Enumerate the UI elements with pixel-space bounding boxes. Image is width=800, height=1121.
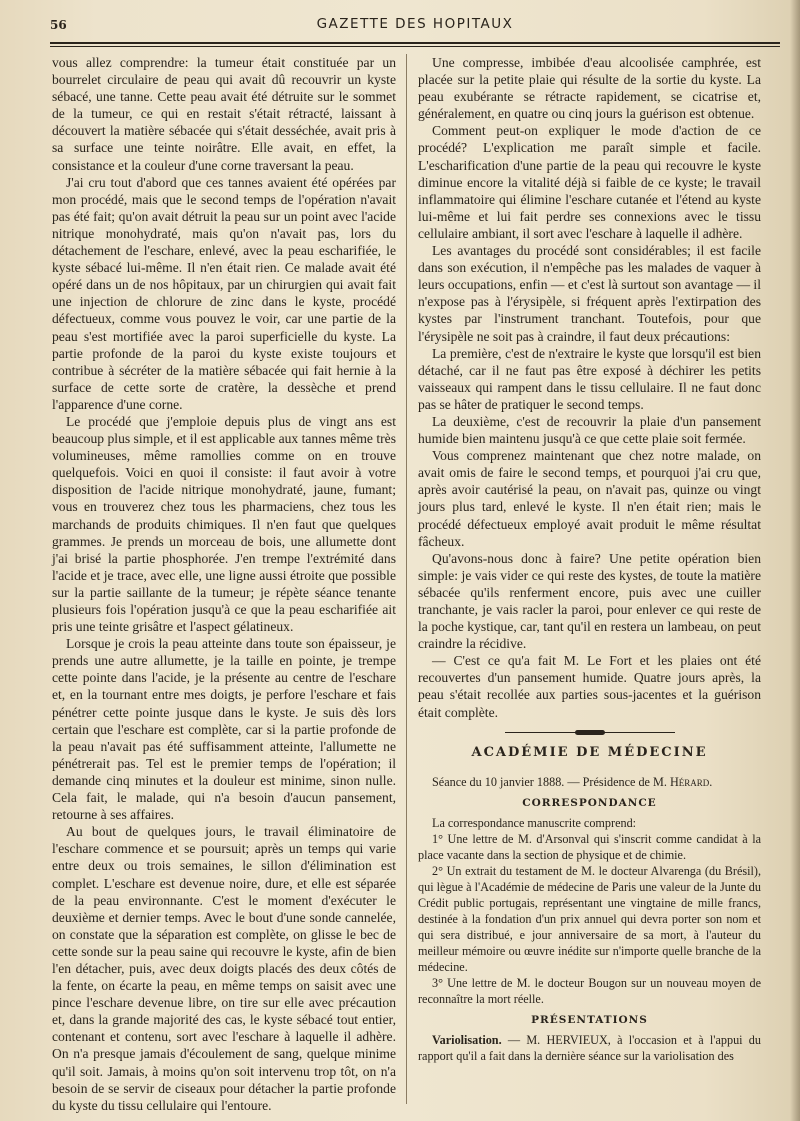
correspondance-item: 2° Un extrait du testament de M. le docteur Alvarenga (du Brésil), qui lègue à l'Académie de médecine de Paris une valeur de la Junte du Crédit public portugais, représentant une vingtaine de mille francs, destinée à la fondation d'un prix annuel qui devra porter son nom et qui sera distribué, e jour anniversaire de sa mort, à l'auteur du meilleur mémoire ou œuvre inédite sur n'importe quelle branche de la médecine. bbox=[418, 863, 761, 974]
variolisation-paragraph bbox=[418, 1032, 761, 1064]
academy-title: ACADÉMIE DE MÉDECINE bbox=[471, 744, 708, 760]
paragraph: La première, c'est de n'extraire le kyste que lorsqu'il est bien détaché, car il ne faut pas être exposé à déchirer les petits vaisseaux qui rampent dans le tissu cellulaire. Il ne faut donc pas se hâter de pratiquer le second temps. bbox=[418, 345, 761, 412]
variolisation-text: à l'occasion et à l'appui du rapport qu'il a fait dans la dernière séance sur la variolisation des bbox=[418, 1032, 761, 1063]
header-rule-thin bbox=[50, 46, 780, 47]
correspondance-item: La correspondance manuscrite comprend: bbox=[432, 815, 637, 830]
academy-report bbox=[418, 774, 761, 1064]
right-column bbox=[418, 54, 761, 1064]
presentations-heading: PRÉSENTATIONS bbox=[531, 1013, 648, 1026]
left-column bbox=[52, 54, 396, 1114]
correspondance-item: 3° Une lettre de M. le docteur Bougon sur un nouveau moyen de reconnaître la mort réelle. bbox=[418, 975, 761, 1006]
session-line bbox=[418, 774, 761, 790]
page-header bbox=[50, 14, 780, 44]
variolisation-author: — M. HERVIEUX, bbox=[507, 1032, 611, 1047]
paragraph: La deuxième, c'est de recouvrir la plaie d'un pansement humide bien maintenu jusqu'à ce que cette plaie soit fermée. bbox=[418, 413, 761, 447]
header-rule bbox=[50, 42, 780, 44]
paragraph: Le procédé que j'emploie depuis plus de vingt ans est beaucoup plus simple, et il est applicable aux tannes même très volumineuses, même ramollies comme on en trouve quelquefois. Voici en quoi il consiste: il faut avoir à votre disposition de l'acide nitrique monohydraté, jaune, fumant; vous en trouverez chez tous les pharmaciens, chez tous les marchands de produits chimiques. Il n'en faut que quelques grammes. Je prends un morceau de bois, une allumette dont j'ai brisé la partie phosphorée. J'en trempe l'extrémité dans l'acide et je trace, avec elle, une ligne aussi étroite que possible sur la partie saillante de la tumeur; je répète séance tenante plusieurs fois l'opération jusqu'à ce que la peau escharifiée ait pris une teinte grisâtre et l'aspect gélatineux. bbox=[52, 413, 396, 635]
paragraph: Comment peut-on expliquer le mode d'action de ce procédé? L'explication me paraît simple et facile. L'escharification d'une partie de la peau qui recouvre le kyste diminue encore la vitalité déjà si faible de ce kyste; le travail inflammatoire qui élimine l'eschare cutanée et l'étend au kyste lui-même et lui fait perdre ses connexions avec le tissu cellulaire ambiant, il sort avec l'eschare à laquelle il adhère. bbox=[418, 123, 761, 241]
paragraph: Une compresse, imbibée d'eau alcoolisée camphrée, est placée sur la petite plaie qui résulte de la sortie du kyste. La peau exubérante se rétracte rapidement, se cicatrise et, généralement, en quatre ou cinq jours la guérison est obtenue. bbox=[418, 55, 761, 122]
correspondance-item: 1° Une lettre de M. d'Arsonval qui s'inscrit comme candidat à la place vacante dans la section de physique et de chimie. bbox=[418, 831, 761, 862]
paragraph: vous allez comprendre: la tumeur était constituée par un bourrelet circulaire de peau qui avait dû recouvrir un kyste sébacé, une tanne. Cette peau avait été détruite sur le sommet de la tumeur, ce qui en restait s'était rétracté, laissant à découvert la matière sébacée qui s'était desséchée, avait pris à sa surface une teinte noirâtre. Elle avait, en effet, la consistance et la couleur d'une corne traversant la peau. bbox=[52, 55, 396, 173]
paragraph: Les avantages du procédé sont considérables; il est facile dans son exécution, il n'empêche pas les malades de vaquer à leurs occupations, enfin — et c'est là surtout son avantage — il n'expose pas à l'érysipèle, si fréquent après l'extirpation des kystes par l'instrument tranchant. Toutefois, pour que l'érysipèle ne soit pas à craindre, il faut deux précautions: bbox=[418, 243, 761, 344]
paragraph: Qu'avons-nous donc à faire? Une petite opération bien simple: je vais vider ce qui reste des kystes, de toute la matière sébacée qu'ils renferment encore, puis avec une cuiller tranchante, je vais racler la paroi, pour enlever ce qui reste de la poche kystique, car, tant qu'il en restera un lambeau, on peut craindre la récidive. bbox=[418, 550, 761, 652]
paragraph: Au bout de quelques jours, le travail éliminatoire de l'eschare commence et se poursuit; après un temps qui varie entre deux ou trois semaines, le sillon d'élimination est complet. L'eschare est devenue noire, dure, et elle est séparée de la peau environnante. C'est le moment d'exécuter le deuxième et dernier temps. Avec le bout d'une sonde cannelée, on constate que la séparation est complète, on glisse le bec de cette sonde sur la peau saine qui recouvre le kyste, afin de bien l'en détacher, puis, avec deux doigts placés des deux côtés de la fente, on écarte la peau, en même temps on saisit avec une pince l'eschare devenue libre, on tire sur elle avec précaution et, dans la grande majorité des cas, le kyste sébacé tout entier, contenant et contenu, sort avec l'eschare à laquelle il adhère. On n'a presque jamais d'écoulement de sang, quelque minime qu'il soit. Jamais, à moins qu'on soit intervenu trop tôt, on n'a besoin de se servir de ciseaux pour détacher la partie profonde du kyste du tissu cellulaire qui l'entoure. bbox=[52, 824, 396, 1113]
paragraph: Vous comprenez maintenant que chez notre malade, on avait omis de faire le second temps, et pourquoi j'ai cru que, après avoir cautérisé la peau, on n'avait pas, quinze ou vingt jours plus tard, enlevé le kyste. Il n'en était rien; mais le procédé défectueux employé avait produit le même résultat fâcheux. bbox=[418, 448, 761, 549]
session-prefix: Séance du 10 janvier 1888. — Présidence de M. bbox=[432, 774, 667, 789]
correspondance-heading: CORRESPONDANCE bbox=[522, 796, 657, 809]
paragraph: J'ai cru tout d'abord que ces tannes avaient été opérées par mon procédé, mais que le second temps de l'opération n'avait pas été fait; qu'on avait détruit la peau sur un point avec l'acide nitrique monohydraté, mais qu'on n'avait pas, lors du détachement de l'eschare, enlevé, avec la peau escharifiée, le kyste sébacé lui-même. Il n'en était rien. Ce malade avait été opéré dans un de nos hôpitaux, par un chirurgien qui avait fait une injection de chlorure de zinc dans le kyste, procédé défectueux, comme vous pouvez le voir, car une partie de la peau s'est mortifiée avec la paroi superficielle du kyste. La partie profonde de la paroi du kyste existe toujours et contribue à sécréter de la matière sébacée qui fait hernie à la surface de cette sorte de cratère, la dessèche et prend l'apparence d'une corne. bbox=[52, 174, 396, 412]
journal-title: GAZETTE DES HOPITAUX bbox=[316, 16, 514, 32]
section-ornament bbox=[505, 730, 675, 736]
paragraph: — C'est ce qu'a fait M. Le Fort et les plaies ont été recouvertes d'un pansement humide. Quatre jours après, la peau s'était recollée aux parties sous-jacentes et la guérison était complète. bbox=[418, 653, 761, 720]
page-number: 56 bbox=[50, 18, 67, 32]
paragraph: Lorsque je crois la peau atteinte dans toute son épaisseur, je prends une autre allumette, je la taille en pointe, je trempe cette pointe dans l'acide, je la présente au centre de l'eschare et, en la tournant entre mes doigts, je perfore l'eschare et fais pénétrer cette pointe jusque dans le kyste. Je suis dès lors certain que l'eschare est complète, car si la partie profonde de la peau n'avait pas été suffisamment atteinte, l'allumette ne pénétrerait pas. Tel est le premier temps de l'opération; il demande cinq minutes et la douleur est minime, sinon nulle. Cela fait, le malade, qui n'a besoin d'aucun pansement, retourne à ses affaires. bbox=[52, 636, 396, 823]
column-divider bbox=[406, 54, 407, 1104]
variolisation-lead: Variolisation. bbox=[432, 1032, 502, 1047]
session-president: Hérard. bbox=[669, 774, 713, 789]
